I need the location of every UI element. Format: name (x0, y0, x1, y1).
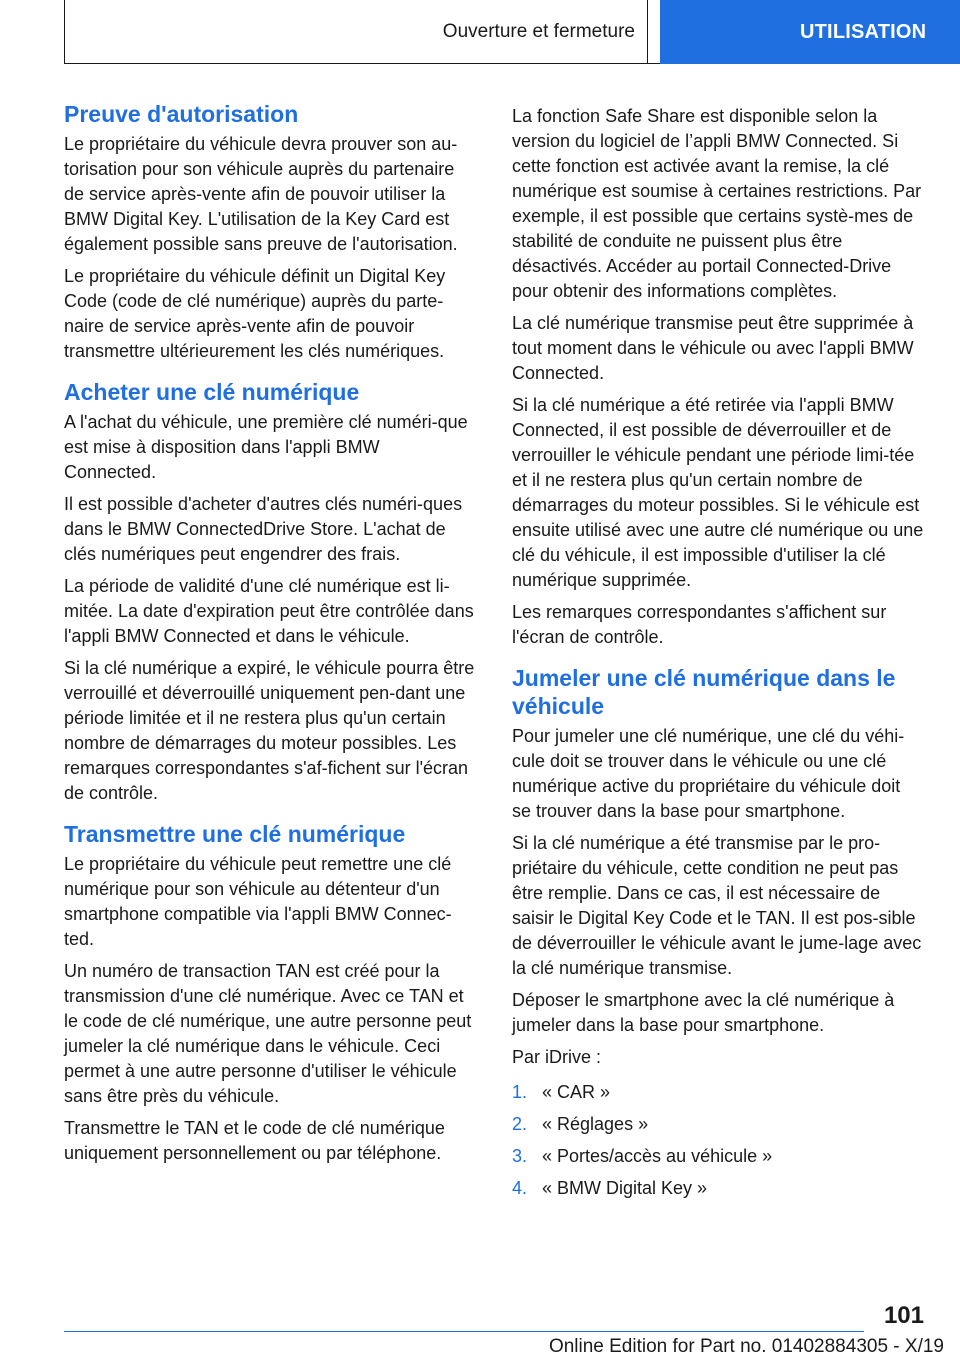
paragraph: Le propriétaire du véhicule peut remettre une clé numérique pour son véhicule au détenteur d'un smartphone compatible via l'appli BMW Connec-ted. (64, 854, 452, 949)
step-text: « BMW Digital Key » (542, 1178, 708, 1198)
paragraph: Déposer le smartphone avec la clé numérique à jumeler dans la base pour smartphone. (512, 990, 895, 1035)
paragraph: Les remarques correspondantes s'affichent sur l'écran de contrôle. (512, 602, 887, 647)
header-chapter-tab: UTILISATION (660, 0, 960, 64)
list-item (512, 1144, 924, 1169)
list-item (512, 1080, 924, 1105)
paragraph: Si la clé numérique a été retirée via l'appli BMW Connected, il est possible de déverrouiller et de verrouiller le véhicule pendant une période limi-tée et il ne restera plus qu'un certain nombre de démarrages du moteur possibles. Si le véhicule est ensuite utilisé avec une autre clé numérique ou une clé du véhicule, il est impossible d'utiliser la clé numérique supprimée. (512, 395, 924, 590)
paragraph: Si la clé numérique a été transmise par le pro-priétaire du véhicule, cette condition ne peut pas être remplie. Dans ce cas, il est nécessaire de saisir le Digital Key Code et le TAN. Il est pos-sible de déverrouiller le véhicule avant le jume-lage avec la clé numérique transmise. (512, 833, 922, 978)
paragraph: Il est possible d'acheter d'autres clés numéri-ques dans le BMW ConnectedDrive Store. L'achat de clés numériques peut engendrer des frais. (64, 494, 463, 564)
paragraph: Le propriétaire du véhicule définit un Digital Key Code (code de clé numérique) auprès du parte-naire de service après-vente afin de pouvoir transmettre ultérieurement les clés numériques. (64, 266, 446, 361)
step-number: 2. (512, 1114, 528, 1134)
step-number: 4. (512, 1178, 528, 1198)
step-text: « CAR » (542, 1082, 611, 1102)
paragraph: Un numéro de transaction TAN est créé pour la transmission d'une clé numérique. Avec ce TAN et le code de clé numérique, une autre personne peut jumeler la clé numérique dans le véhicule. Ceci permet à une autre personne d'utiliser le véhicule sans être près du véhicule. (64, 961, 472, 1106)
paragraph: Pour jumeler une clé numérique, une clé du véhi-cule doit se trouver dans le véhicule ou une clé numérique active du propriétaire du véhicule doit se trouver dans la base pour smartphone. (512, 726, 905, 821)
footer-rule (64, 1331, 864, 1332)
page-number: 101 (883, 1302, 924, 1329)
header-section-title: Ouverture et fermeture (64, 0, 648, 64)
step-text: « Portes/accès au véhicule » (542, 1146, 773, 1166)
step-number: 1. (512, 1082, 528, 1102)
list-item (512, 1176, 924, 1201)
paragraph: A l'achat du véhicule, une première clé numéri-que est mise à disposition dans l'appli BMW Connected. (64, 412, 468, 482)
idrive-steps-list (512, 1080, 924, 1201)
step-text: « Réglages » (542, 1114, 649, 1134)
paragraph: La clé numérique transmise peut être supprimée à tout moment dans le véhicule ou avec l'appli BMW Connected. (512, 313, 914, 383)
heading-preuve-autorisation: Preuve d'autorisation (64, 101, 299, 127)
step-number: 3. (512, 1146, 528, 1166)
paragraph: Par iDrive : (512, 1047, 602, 1067)
paragraph: La fonction Safe Share est disponible selon la version du logiciel de l’appli BMW Connected. Si cette fonction est activée avant la remise, la clé numérique est soumise à certaines restrictions. Par exemple, il est possible que certains systè-mes de stabilité de conduite ne puissent plus être désactivés. Accéder au portail Connected-Drive pour obtenir des informations complètes. (512, 106, 922, 301)
paragraph: Transmettre le TAN et le code de clé numérique uniquement personnellement ou par téléphone. (64, 1118, 445, 1163)
heading-transmettre-cle: Transmettre une clé numérique (64, 821, 406, 847)
paragraph: Si la clé numérique a expiré, le véhicule pourra être verrouillé et déverrouillé uniquement pen-dant une période limitée et il ne restera plus qu'un certain nombre de démarrages du moteur possibles. Les remarques correspondantes s'af-fichent sur l'écran de contrôle. (64, 658, 475, 803)
paragraph: Le propriétaire du véhicule devra prouver son au-torisation pour son véhicule auprès du partenaire de service après-vente afin de pouvoir utiliser la BMW Digital Key. L'utilisation de la Key Card est également possible sans preuve de l'autorisation. (64, 134, 458, 254)
heading-acheter-cle: Acheter une clé numérique (64, 379, 360, 405)
right-column (512, 104, 924, 1208)
heading-jumeler-cle: Jumeler une clé numérique dans le véhicule (512, 665, 896, 719)
paragraph: La période de validité d'une clé numérique est li-mitée. La date d'expiration peut être contrôlée dans l'appli BMW Connected et dans le véhicule. (64, 576, 474, 646)
left-column (64, 100, 476, 1173)
footer-edition-text: Online Edition for Part no. 01402884305 - X/19 (548, 1336, 944, 1357)
list-item (512, 1112, 924, 1137)
